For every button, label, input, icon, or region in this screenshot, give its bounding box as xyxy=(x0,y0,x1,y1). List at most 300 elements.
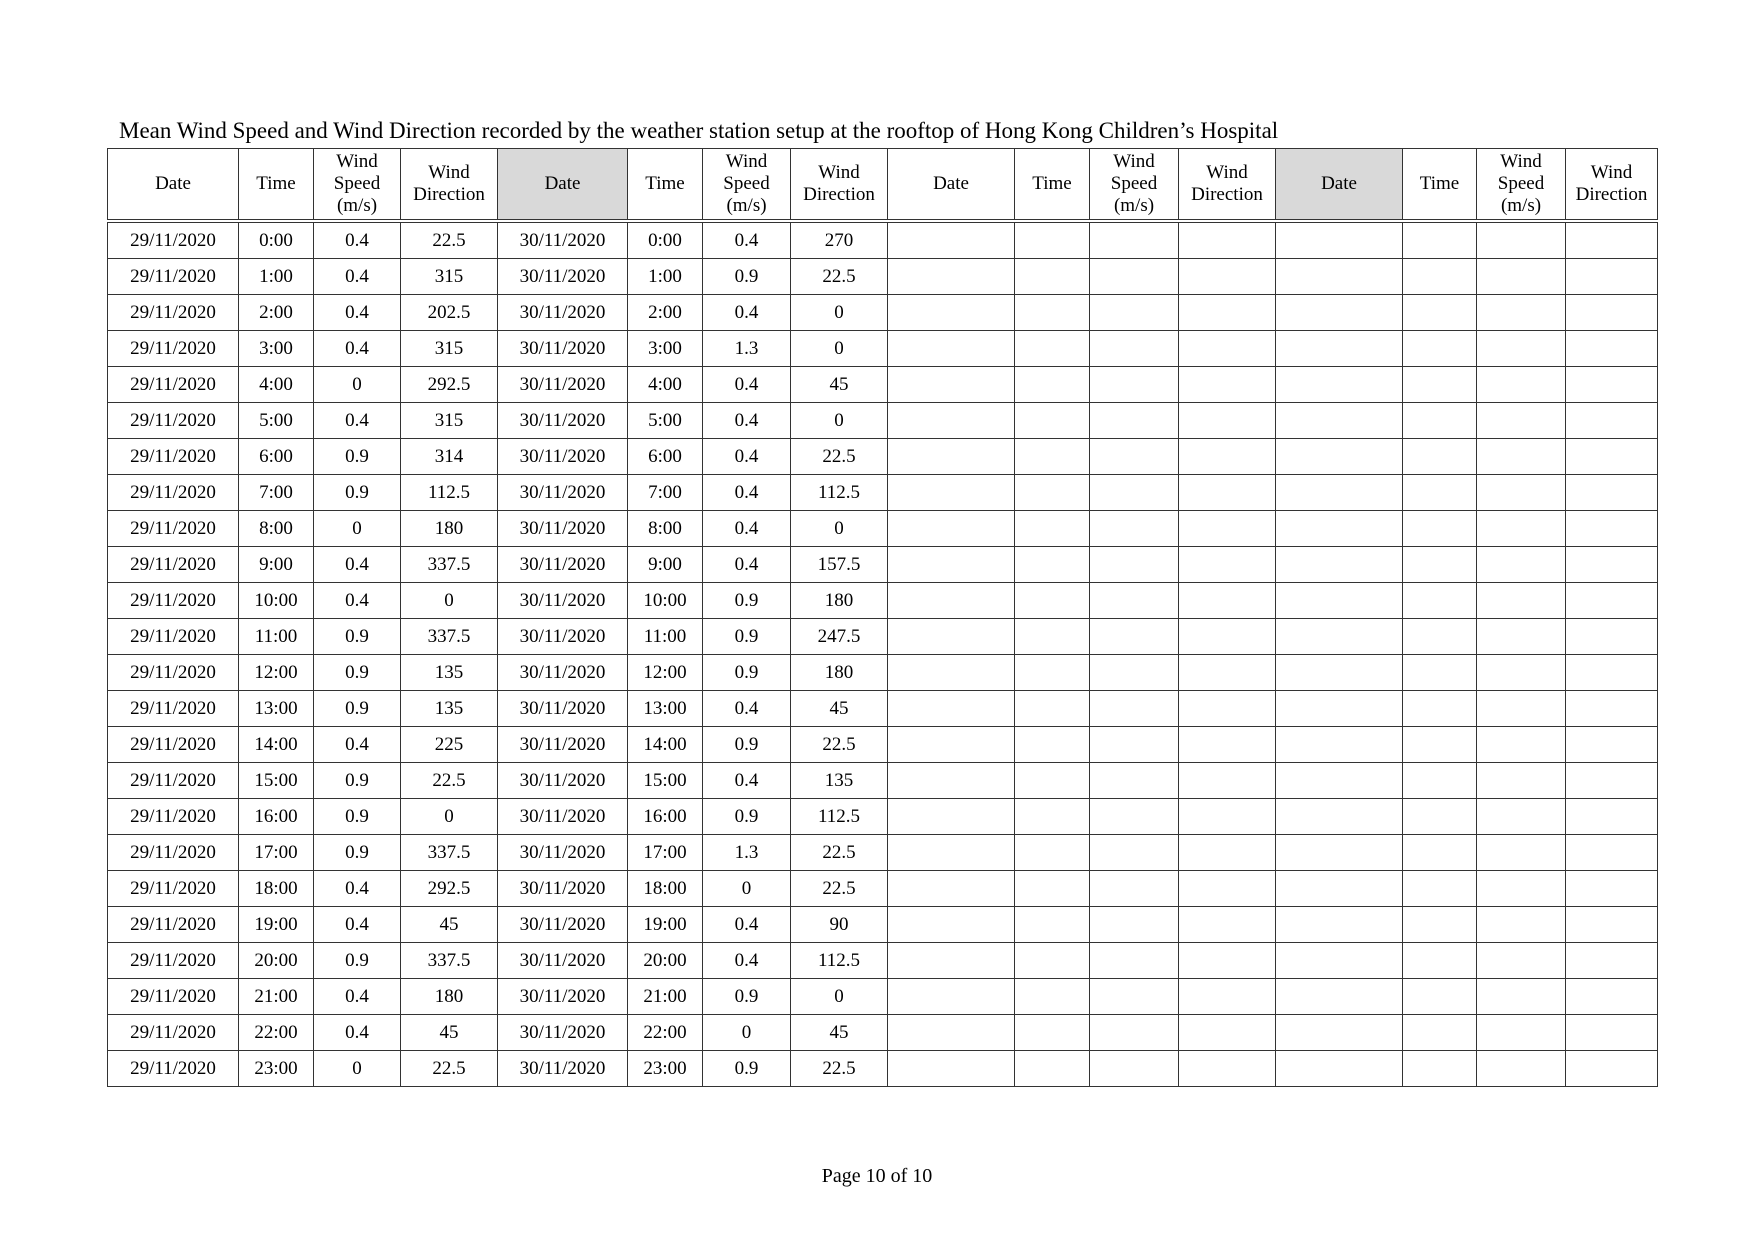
date-cell: 30/11/2020 xyxy=(498,547,628,583)
empty-cell xyxy=(1566,691,1658,727)
empty-cell xyxy=(1403,979,1477,1015)
date-cell: 29/11/2020 xyxy=(108,691,239,727)
date-cell: 29/11/2020 xyxy=(108,547,239,583)
wind-speed-cell: 0.9 xyxy=(314,475,401,511)
empty-cell xyxy=(1179,331,1276,367)
wind-direction-cell: 157.5 xyxy=(791,547,888,583)
wind-speed-cell: 0.4 xyxy=(703,221,791,259)
empty-cell xyxy=(1403,331,1477,367)
date-cell: 29/11/2020 xyxy=(108,619,239,655)
wind-speed-cell: 0.9 xyxy=(703,1051,791,1087)
table-row xyxy=(108,979,1658,1015)
date-cell: 30/11/2020 xyxy=(498,835,628,871)
empty-cell xyxy=(1015,1051,1090,1087)
wind-direction-cell: 270 xyxy=(791,221,888,259)
empty-cell xyxy=(1477,871,1566,907)
table-row xyxy=(108,475,1658,511)
empty-cell xyxy=(1179,871,1276,907)
empty-cell xyxy=(1090,367,1179,403)
table-body xyxy=(108,221,1658,1087)
wind-speed-cell: 0.9 xyxy=(703,655,791,691)
date-cell: 29/11/2020 xyxy=(108,511,239,547)
wind-speed-cell: 0.9 xyxy=(314,835,401,871)
wind-direction-cell: 0 xyxy=(401,799,498,835)
empty-cell xyxy=(1276,331,1403,367)
time-cell: 13:00 xyxy=(628,691,703,727)
empty-cell xyxy=(1179,763,1276,799)
empty-cell xyxy=(888,1015,1015,1051)
date-cell: 30/11/2020 xyxy=(498,475,628,511)
empty-cell xyxy=(888,331,1015,367)
empty-cell xyxy=(1276,655,1403,691)
empty-cell xyxy=(1090,979,1179,1015)
time-cell: 6:00 xyxy=(628,439,703,475)
empty-cell xyxy=(1566,367,1658,403)
empty-cell xyxy=(1015,727,1090,763)
wind-speed-cell: 0.4 xyxy=(314,221,401,259)
empty-cell xyxy=(1015,871,1090,907)
empty-cell xyxy=(1276,871,1403,907)
empty-cell xyxy=(1566,1015,1658,1051)
empty-cell xyxy=(888,835,1015,871)
empty-cell xyxy=(1477,835,1566,871)
empty-cell xyxy=(1403,475,1477,511)
wind-speed-cell: 0 xyxy=(703,1015,791,1051)
date-cell: 30/11/2020 xyxy=(498,727,628,763)
wind-speed-cell: 0.4 xyxy=(703,295,791,331)
empty-cell xyxy=(1566,835,1658,871)
date-cell: 30/11/2020 xyxy=(498,979,628,1015)
wind-direction-cell: 315 xyxy=(401,259,498,295)
wind-direction-cell: 45 xyxy=(791,691,888,727)
table-row xyxy=(108,259,1658,295)
wind-direction-cell: 225 xyxy=(401,727,498,763)
header-wind-direction-line: Direction xyxy=(1575,184,1648,205)
time-cell: 14:00 xyxy=(239,727,314,763)
wind-speed-cell: 0.9 xyxy=(314,943,401,979)
empty-cell xyxy=(1403,619,1477,655)
wind-direction-cell: 135 xyxy=(401,655,498,691)
empty-cell xyxy=(1276,835,1403,871)
time-cell: 10:00 xyxy=(239,583,314,619)
empty-cell xyxy=(1566,331,1658,367)
header-date: Date xyxy=(1276,149,1403,222)
time-cell: 6:00 xyxy=(239,439,314,475)
empty-cell xyxy=(1090,907,1179,943)
empty-cell xyxy=(1276,799,1403,835)
empty-cell xyxy=(1179,583,1276,619)
empty-cell xyxy=(1015,619,1090,655)
empty-cell xyxy=(1015,835,1090,871)
header-time: Time xyxy=(1403,149,1477,222)
wind-speed-cell: 1.3 xyxy=(703,331,791,367)
time-cell: 17:00 xyxy=(628,835,703,871)
empty-cell xyxy=(1179,367,1276,403)
wind-direction-cell: 90 xyxy=(791,907,888,943)
empty-cell xyxy=(1276,727,1403,763)
empty-cell xyxy=(888,979,1015,1015)
wind-speed-cell: 0 xyxy=(314,1051,401,1087)
empty-cell xyxy=(1566,1051,1658,1087)
wind-speed-cell: 0.4 xyxy=(314,331,401,367)
table-row xyxy=(108,295,1658,331)
wind-direction-cell: 45 xyxy=(401,907,498,943)
empty-cell xyxy=(1179,221,1276,259)
header-wind-direction-line: Direction xyxy=(1191,184,1263,205)
empty-cell xyxy=(1403,403,1477,439)
empty-cell xyxy=(1403,547,1477,583)
empty-cell xyxy=(888,907,1015,943)
table-row xyxy=(108,221,1658,259)
empty-cell xyxy=(1090,439,1179,475)
empty-cell xyxy=(1477,403,1566,439)
empty-cell xyxy=(1090,871,1179,907)
time-cell: 9:00 xyxy=(239,547,314,583)
time-cell: 16:00 xyxy=(239,799,314,835)
date-cell: 30/11/2020 xyxy=(498,331,628,367)
empty-cell xyxy=(1015,655,1090,691)
time-cell: 0:00 xyxy=(239,221,314,259)
table-row xyxy=(108,439,1658,475)
wind-speed-cell: 0.4 xyxy=(314,979,401,1015)
date-cell: 30/11/2020 xyxy=(498,763,628,799)
empty-cell xyxy=(1566,221,1658,259)
date-cell: 30/11/2020 xyxy=(498,691,628,727)
empty-cell xyxy=(1090,295,1179,331)
time-cell: 1:00 xyxy=(239,259,314,295)
wind-speed-cell: 0.9 xyxy=(314,691,401,727)
header-wind-speed-line: (m/s) xyxy=(1113,195,1155,216)
wind-direction-cell: 337.5 xyxy=(401,619,498,655)
empty-cell xyxy=(1566,295,1658,331)
header-time: Time xyxy=(239,149,314,222)
date-cell: 29/11/2020 xyxy=(108,295,239,331)
empty-cell xyxy=(1179,619,1276,655)
wind-speed-cell: 0.4 xyxy=(703,943,791,979)
header-wind-direction-line: Wind xyxy=(818,162,860,183)
header-wind-speed xyxy=(1477,149,1566,222)
empty-cell xyxy=(1179,727,1276,763)
empty-cell xyxy=(1276,221,1403,259)
time-cell: 7:00 xyxy=(628,475,703,511)
time-cell: 12:00 xyxy=(239,655,314,691)
wind-speed-cell: 0.4 xyxy=(314,583,401,619)
wind-direction-cell: 112.5 xyxy=(791,475,888,511)
wind-direction-cell: 180 xyxy=(401,979,498,1015)
empty-cell xyxy=(1090,691,1179,727)
empty-cell xyxy=(1403,511,1477,547)
header-wind-direction xyxy=(401,149,498,222)
empty-cell xyxy=(1179,259,1276,295)
wind-direction-cell: 337.5 xyxy=(401,943,498,979)
empty-cell xyxy=(888,1051,1015,1087)
empty-cell xyxy=(1015,547,1090,583)
empty-cell xyxy=(1477,691,1566,727)
empty-cell xyxy=(1403,763,1477,799)
wind-speed-cell: 0.9 xyxy=(314,799,401,835)
header-wind-direction xyxy=(791,149,888,222)
wind-speed-cell: 0.9 xyxy=(703,583,791,619)
empty-cell xyxy=(1477,1015,1566,1051)
time-cell: 21:00 xyxy=(628,979,703,1015)
header-wind-speed-line: Speed xyxy=(333,173,381,194)
wind-speed-cell: 0.4 xyxy=(314,727,401,763)
wind-speed-cell: 0 xyxy=(314,367,401,403)
empty-cell xyxy=(888,727,1015,763)
table-row xyxy=(108,331,1658,367)
date-cell: 29/11/2020 xyxy=(108,1015,239,1051)
wind-speed-cell: 0 xyxy=(314,511,401,547)
empty-cell xyxy=(1477,475,1566,511)
time-cell: 9:00 xyxy=(628,547,703,583)
header-wind-speed-line: Wind xyxy=(1500,151,1542,172)
empty-cell xyxy=(1477,331,1566,367)
header-wind-direction xyxy=(1566,149,1658,222)
empty-cell xyxy=(1015,331,1090,367)
table-row xyxy=(108,655,1658,691)
wind-speed-cell: 0.4 xyxy=(703,439,791,475)
header-wind-direction xyxy=(1179,149,1276,222)
empty-cell xyxy=(1477,439,1566,475)
table-row xyxy=(108,871,1658,907)
empty-cell xyxy=(1276,259,1403,295)
table-row xyxy=(108,1051,1658,1087)
header-wind-speed-line: Wind xyxy=(1113,151,1155,172)
date-cell: 30/11/2020 xyxy=(498,871,628,907)
date-cell: 29/11/2020 xyxy=(108,907,239,943)
empty-cell xyxy=(888,475,1015,511)
empty-cell xyxy=(888,403,1015,439)
empty-cell xyxy=(1477,907,1566,943)
empty-cell xyxy=(1477,655,1566,691)
header-wind-speed-line: Wind xyxy=(336,151,378,172)
empty-cell xyxy=(1015,475,1090,511)
date-cell: 30/11/2020 xyxy=(498,799,628,835)
empty-cell xyxy=(1566,727,1658,763)
empty-cell xyxy=(1015,367,1090,403)
empty-cell xyxy=(1477,727,1566,763)
empty-cell xyxy=(1179,1015,1276,1051)
time-cell: 16:00 xyxy=(628,799,703,835)
header-date: Date xyxy=(888,149,1015,222)
empty-cell xyxy=(1090,511,1179,547)
header-time: Time xyxy=(628,149,703,222)
wind-direction-cell: 202.5 xyxy=(401,295,498,331)
table-row xyxy=(108,763,1658,799)
table-row xyxy=(108,799,1658,835)
wind-direction-cell: 112.5 xyxy=(791,799,888,835)
empty-cell xyxy=(1566,763,1658,799)
wind-direction-cell: 0 xyxy=(791,403,888,439)
time-cell: 19:00 xyxy=(628,907,703,943)
empty-cell xyxy=(1179,835,1276,871)
date-cell: 29/11/2020 xyxy=(108,943,239,979)
empty-cell xyxy=(1015,259,1090,295)
time-cell: 4:00 xyxy=(239,367,314,403)
time-cell: 5:00 xyxy=(239,403,314,439)
date-cell: 29/11/2020 xyxy=(108,655,239,691)
empty-cell xyxy=(1566,583,1658,619)
table-row xyxy=(108,1015,1658,1051)
wind-direction-cell: 180 xyxy=(401,511,498,547)
time-cell: 0:00 xyxy=(628,221,703,259)
date-cell: 30/11/2020 xyxy=(498,259,628,295)
empty-cell xyxy=(1566,871,1658,907)
empty-cell xyxy=(1566,403,1658,439)
wind-direction-cell: 0 xyxy=(791,331,888,367)
empty-cell xyxy=(1090,799,1179,835)
time-cell: 18:00 xyxy=(239,871,314,907)
date-cell: 30/11/2020 xyxy=(498,1051,628,1087)
empty-cell xyxy=(1403,655,1477,691)
wind-direction-cell: 22.5 xyxy=(791,439,888,475)
time-cell: 23:00 xyxy=(628,1051,703,1087)
empty-cell xyxy=(888,295,1015,331)
wind-speed-cell: 0.4 xyxy=(703,403,791,439)
empty-cell xyxy=(1566,511,1658,547)
wind-speed-cell: 0.4 xyxy=(703,511,791,547)
empty-cell xyxy=(1276,943,1403,979)
wind-direction-cell: 0 xyxy=(791,295,888,331)
empty-cell xyxy=(1015,907,1090,943)
wind-speed-cell: 0.4 xyxy=(703,691,791,727)
wind-direction-cell: 180 xyxy=(791,583,888,619)
empty-cell xyxy=(888,655,1015,691)
empty-cell xyxy=(1403,871,1477,907)
date-cell: 29/11/2020 xyxy=(108,979,239,1015)
wind-direction-cell: 247.5 xyxy=(791,619,888,655)
empty-cell xyxy=(1276,619,1403,655)
time-cell: 11:00 xyxy=(628,619,703,655)
empty-cell xyxy=(1015,403,1090,439)
empty-cell xyxy=(1179,403,1276,439)
time-cell: 5:00 xyxy=(628,403,703,439)
header-wind-speed-line: (m/s) xyxy=(726,195,767,216)
empty-cell xyxy=(1276,295,1403,331)
header-wind-direction-line: Wind xyxy=(1206,162,1248,183)
time-cell: 3:00 xyxy=(628,331,703,367)
date-cell: 29/11/2020 xyxy=(108,439,239,475)
time-cell: 15:00 xyxy=(628,763,703,799)
wind-speed-cell: 0.9 xyxy=(703,979,791,1015)
time-cell: 1:00 xyxy=(628,259,703,295)
time-cell: 15:00 xyxy=(239,763,314,799)
date-cell: 30/11/2020 xyxy=(498,511,628,547)
empty-cell xyxy=(1276,439,1403,475)
time-cell: 19:00 xyxy=(239,907,314,943)
wind-direction-cell: 135 xyxy=(401,691,498,727)
empty-cell xyxy=(1403,907,1477,943)
empty-cell xyxy=(1090,547,1179,583)
wind-speed-cell: 0.4 xyxy=(314,259,401,295)
empty-cell xyxy=(1179,907,1276,943)
empty-cell xyxy=(1090,943,1179,979)
wind-direction-cell: 22.5 xyxy=(401,221,498,259)
empty-cell xyxy=(1179,547,1276,583)
empty-cell xyxy=(1015,583,1090,619)
wind-speed-cell: 1.3 xyxy=(703,835,791,871)
empty-cell xyxy=(1015,979,1090,1015)
empty-cell xyxy=(888,259,1015,295)
wind-direction-cell: 22.5 xyxy=(791,259,888,295)
empty-cell xyxy=(1477,619,1566,655)
date-cell: 30/11/2020 xyxy=(498,583,628,619)
time-cell: 17:00 xyxy=(239,835,314,871)
wind-direction-cell: 0 xyxy=(401,583,498,619)
date-cell: 29/11/2020 xyxy=(108,475,239,511)
empty-cell xyxy=(888,619,1015,655)
empty-cell xyxy=(1015,799,1090,835)
header-wind-speed-line: (m/s) xyxy=(336,195,378,216)
wind-direction-cell: 22.5 xyxy=(791,835,888,871)
wind-speed-cell: 0.4 xyxy=(703,763,791,799)
wind-direction-cell: 45 xyxy=(791,367,888,403)
date-cell: 29/11/2020 xyxy=(108,763,239,799)
table-row xyxy=(108,727,1658,763)
empty-cell xyxy=(1477,547,1566,583)
date-cell: 30/11/2020 xyxy=(498,619,628,655)
page-footer: Page 10 of 10 xyxy=(821,1165,933,1187)
table-row xyxy=(108,547,1658,583)
header-wind-speed-line: Speed xyxy=(1110,173,1158,194)
date-cell: 29/11/2020 xyxy=(108,583,239,619)
empty-cell xyxy=(1403,583,1477,619)
wind-direction-cell: 337.5 xyxy=(401,835,498,871)
empty-cell xyxy=(1477,295,1566,331)
empty-cell xyxy=(888,367,1015,403)
empty-cell xyxy=(1477,979,1566,1015)
empty-cell xyxy=(1566,655,1658,691)
wind-speed-cell: 0.4 xyxy=(314,547,401,583)
empty-cell xyxy=(1090,655,1179,691)
wind-speed-cell: 0.9 xyxy=(314,439,401,475)
wind-speed-cell: 0.9 xyxy=(314,619,401,655)
empty-cell xyxy=(1566,475,1658,511)
header-wind-direction-line: Direction xyxy=(413,184,485,205)
header-wind-direction-line: Direction xyxy=(803,184,875,205)
empty-cell xyxy=(888,799,1015,835)
wind-speed-cell: 0.4 xyxy=(314,907,401,943)
wind-direction-cell: 337.5 xyxy=(401,547,498,583)
wind-direction-cell: 315 xyxy=(401,403,498,439)
date-cell: 29/11/2020 xyxy=(108,835,239,871)
time-cell: 2:00 xyxy=(628,295,703,331)
empty-cell xyxy=(1179,655,1276,691)
empty-cell xyxy=(1403,691,1477,727)
wind-direction-cell: 22.5 xyxy=(791,727,888,763)
empty-cell xyxy=(1403,727,1477,763)
wind-direction-cell: 0 xyxy=(791,979,888,1015)
empty-cell xyxy=(1403,295,1477,331)
table-row xyxy=(108,619,1658,655)
wind-direction-cell: 45 xyxy=(791,1015,888,1051)
empty-cell xyxy=(1477,943,1566,979)
empty-cell xyxy=(1179,439,1276,475)
time-cell: 10:00 xyxy=(628,583,703,619)
time-cell: 8:00 xyxy=(628,511,703,547)
empty-cell xyxy=(888,691,1015,727)
header-wind-direction-line: Wind xyxy=(1590,162,1633,183)
empty-cell xyxy=(1566,799,1658,835)
wind-direction-cell: 112.5 xyxy=(401,475,498,511)
empty-cell xyxy=(1566,943,1658,979)
date-cell: 29/11/2020 xyxy=(108,727,239,763)
empty-cell xyxy=(1276,763,1403,799)
wind-speed-cell: 0.4 xyxy=(314,295,401,331)
empty-cell xyxy=(1090,221,1179,259)
header-wind-speed-line: Speed xyxy=(723,173,770,194)
wind-speed-cell: 0.4 xyxy=(703,367,791,403)
